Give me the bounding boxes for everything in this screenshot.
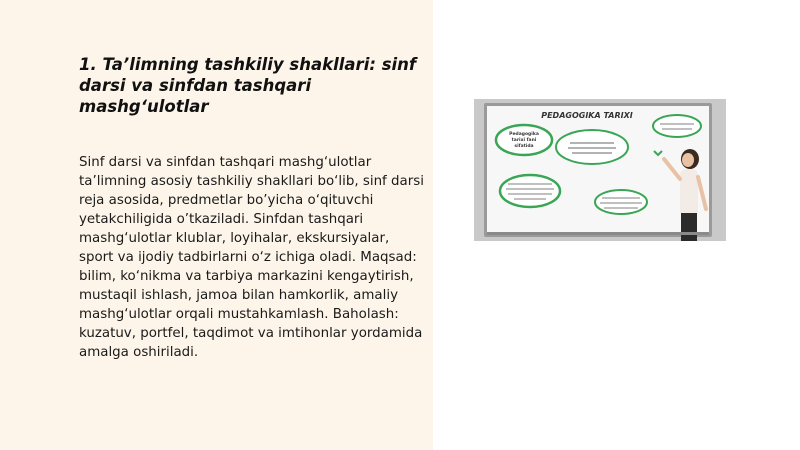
bubble-bottom-left [500,175,560,207]
slide-title: 1. Ta’limning tashkiliy shakllari: sinf darsi va sinfdan tashqari mashg‘ulotlar [79,55,417,116]
svg-text:sifatida: sifatida [514,144,534,149]
bubble-top-right [653,115,701,137]
slide-body-text: Sinf darsi va sinfdan tashqari mashg‘ulotlar ta’limning asosiy tashkiliy shakllari bo‘lib, sinf darsi reja asosida, predmetlar bo’yicha o‘qituvchi yetakchiligida o’tkaziladi. Sinfdan tashqari mashg‘ulotlar klublar, loyihalar, ekskursiyalar, sport va ijodiy tadbirlarni o‘z ichiga oladi. Maqsad: bilim, ko‘nikma va tarbiya markazini kengaytirish, mustaqil ishlash, jamoa bilan hamkorlik, amaliy mashg‘ulotlar orqali mustahkamlash. Baholash: kuzatuv, portfel, taqdimot va imtihonlar yordamida amalga oshiriladi. [79,155,424,360]
whiteboard-photo [474,99,726,241]
bubble-bottom-center [595,190,647,214]
whiteboard-illustration [474,99,726,241]
svg-text:tarixi fani: tarixi fani [511,138,537,143]
board-tray [487,232,709,235]
bubble-top-left-text: Pedagogika [509,132,539,137]
board-title: PEDAGOGIKA TARIXI [541,111,633,120]
bubble-center [556,130,628,164]
